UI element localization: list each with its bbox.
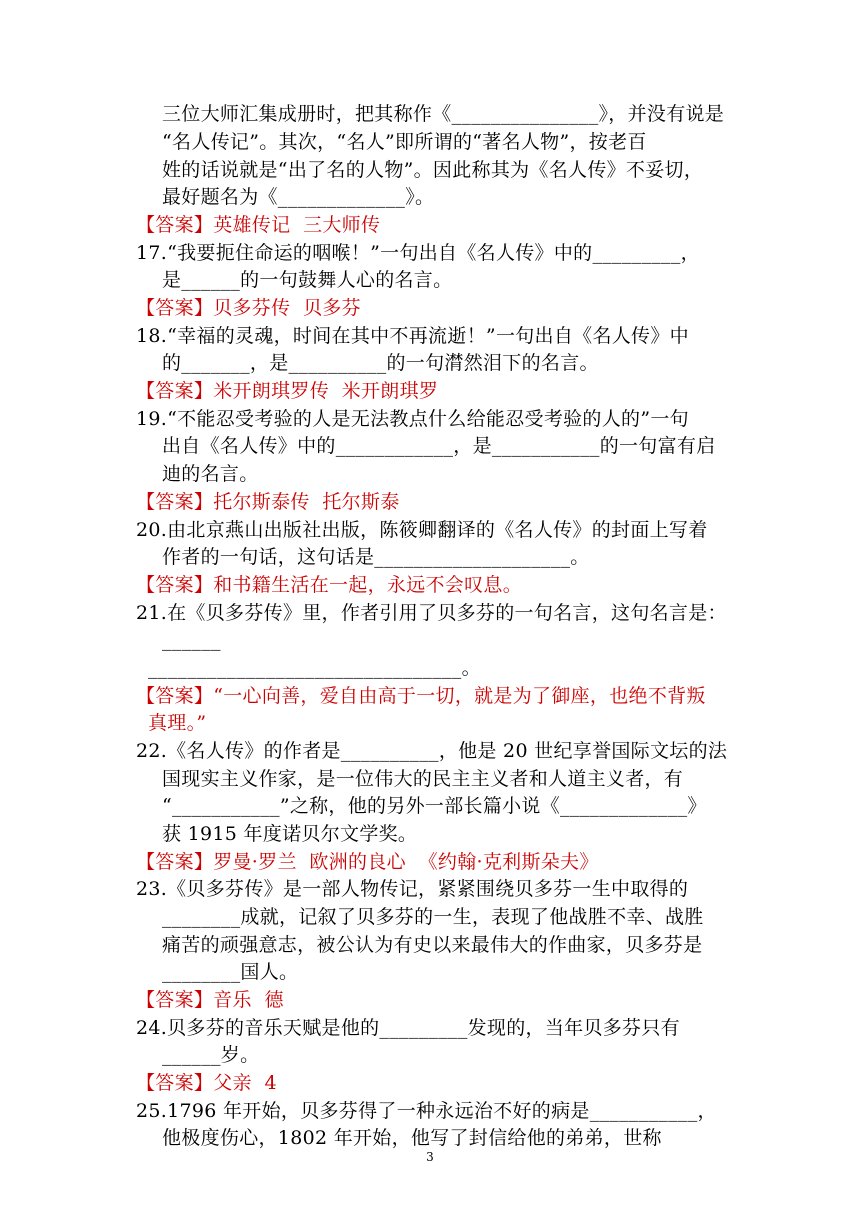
q16-line-3: 姓的话说就是“出了名的人物”。因此称其为《名人传》不妥切，: [162, 159, 704, 181]
q22-line-1: 22.《名人传》的作者是__________，他是 20 世纪享誉国际文坛的法: [136, 740, 728, 762]
q17-line-1: 17.“我要扼住命运的咽喉！”一句出自《名人传》中的_________，: [136, 242, 700, 264]
q23-line-1: 23.《贝多芬传》是一部人物传记，紧紧围绕贝多芬一生中取得的: [136, 878, 689, 900]
q24-line-1: 24.贝多芬的音乐天赋是他的_________发现的，当年贝多芬只有: [136, 1017, 680, 1039]
answer-16: 【答案】英雄传记 三大师传: [136, 214, 381, 236]
answer-21-line-2: 真理。”: [148, 712, 207, 734]
answer-23: 【答案】音乐 德: [136, 989, 284, 1011]
q21-line-3: ________________________________。: [148, 657, 481, 679]
q16-line-4: 最好题名为《_____________》。: [162, 186, 435, 208]
answer-24: 【答案】父亲 4: [136, 1072, 277, 1094]
answer-19: 【答案】托尔斯泰传 托尔斯泰: [136, 491, 400, 513]
answer-22: 【答案】罗曼·罗兰 欧洲的良心 《约翰·克利斯朵夫》: [136, 851, 599, 873]
q16-line-1: 三位大师汇集成册时，把其称作《_______________》，并没有说是: [162, 103, 725, 125]
q23-line-2: ________成就，记叙了贝多芬的一生，表现了他战胜不幸、战胜: [162, 906, 704, 928]
q18-line-1: 18.“幸福的灵魂，时间在其中不再流逝！”一句出自《名人传》中: [136, 325, 689, 347]
q22-line-3: “___________”之称，他的另外一部长篇小说《_____________》: [162, 795, 707, 817]
answer-18: 【答案】米开朗琪罗传 米开朗琪罗: [136, 380, 439, 402]
q25-line-1: 25.1796 年开始，贝多芬得了一种永远治不好的病是___________，: [136, 1100, 717, 1122]
q18-line-2: 的_______，是__________的一句潸然泪下的名言。: [162, 352, 599, 374]
q24-line-2: ______岁。: [162, 1044, 260, 1066]
q16-line-2: “名人传记”。其次，“名人”即所谓的“著名人物”，按老百: [162, 131, 647, 153]
q19-line-3: 迪的名言。: [162, 463, 259, 485]
page-number: 3: [426, 1150, 434, 1164]
q21-line-1: 21.在《贝多芬传》里，作者引用了贝多芬的一句名言，这句名言是：: [136, 602, 727, 624]
q21-line-2: ______: [162, 629, 221, 651]
answer-17: 【答案】贝多芬传 贝多芬: [136, 297, 361, 319]
q19-line-2: 出自《名人传》中的____________，是___________的一句富有启: [162, 435, 716, 457]
answer-20: 【答案】和书籍生活在一起，永远不会叹息。: [136, 574, 523, 596]
q17-line-2: 是______的一句鼓舞人心的名言。: [162, 269, 453, 291]
q20-line-1: 20.由北京燕山出版社出版，陈筱卿翻译的《名人传》的封面上写着: [136, 519, 708, 541]
q23-line-3: 痛苦的顽强意志，被公认为有史以来最伟大的作曲家，贝多芬是: [162, 934, 703, 956]
q22-line-4: 获 1915 年度诺贝尔文学奖。: [162, 823, 418, 845]
q19-line-1: 19.“不能忍受考验的人是无法教点什么给能忍受考验的人的”一句: [136, 408, 689, 430]
q23-line-4: ________国人。: [162, 961, 299, 983]
answer-21-line-1: 【答案】“一心向善，爱自由高于一切，就是为了御座，也绝不背叛: [136, 685, 706, 707]
q20-line-2: 作者的一句话，这句话是____________________。: [162, 546, 590, 568]
q25-line-2: 他极度伤心，1802 年开始，他写了封信给他的弟弟，世称: [162, 1127, 662, 1149]
q22-line-2: 国现实主义作家，是一位伟大的民主主义者和人道主义者，有: [162, 768, 684, 790]
